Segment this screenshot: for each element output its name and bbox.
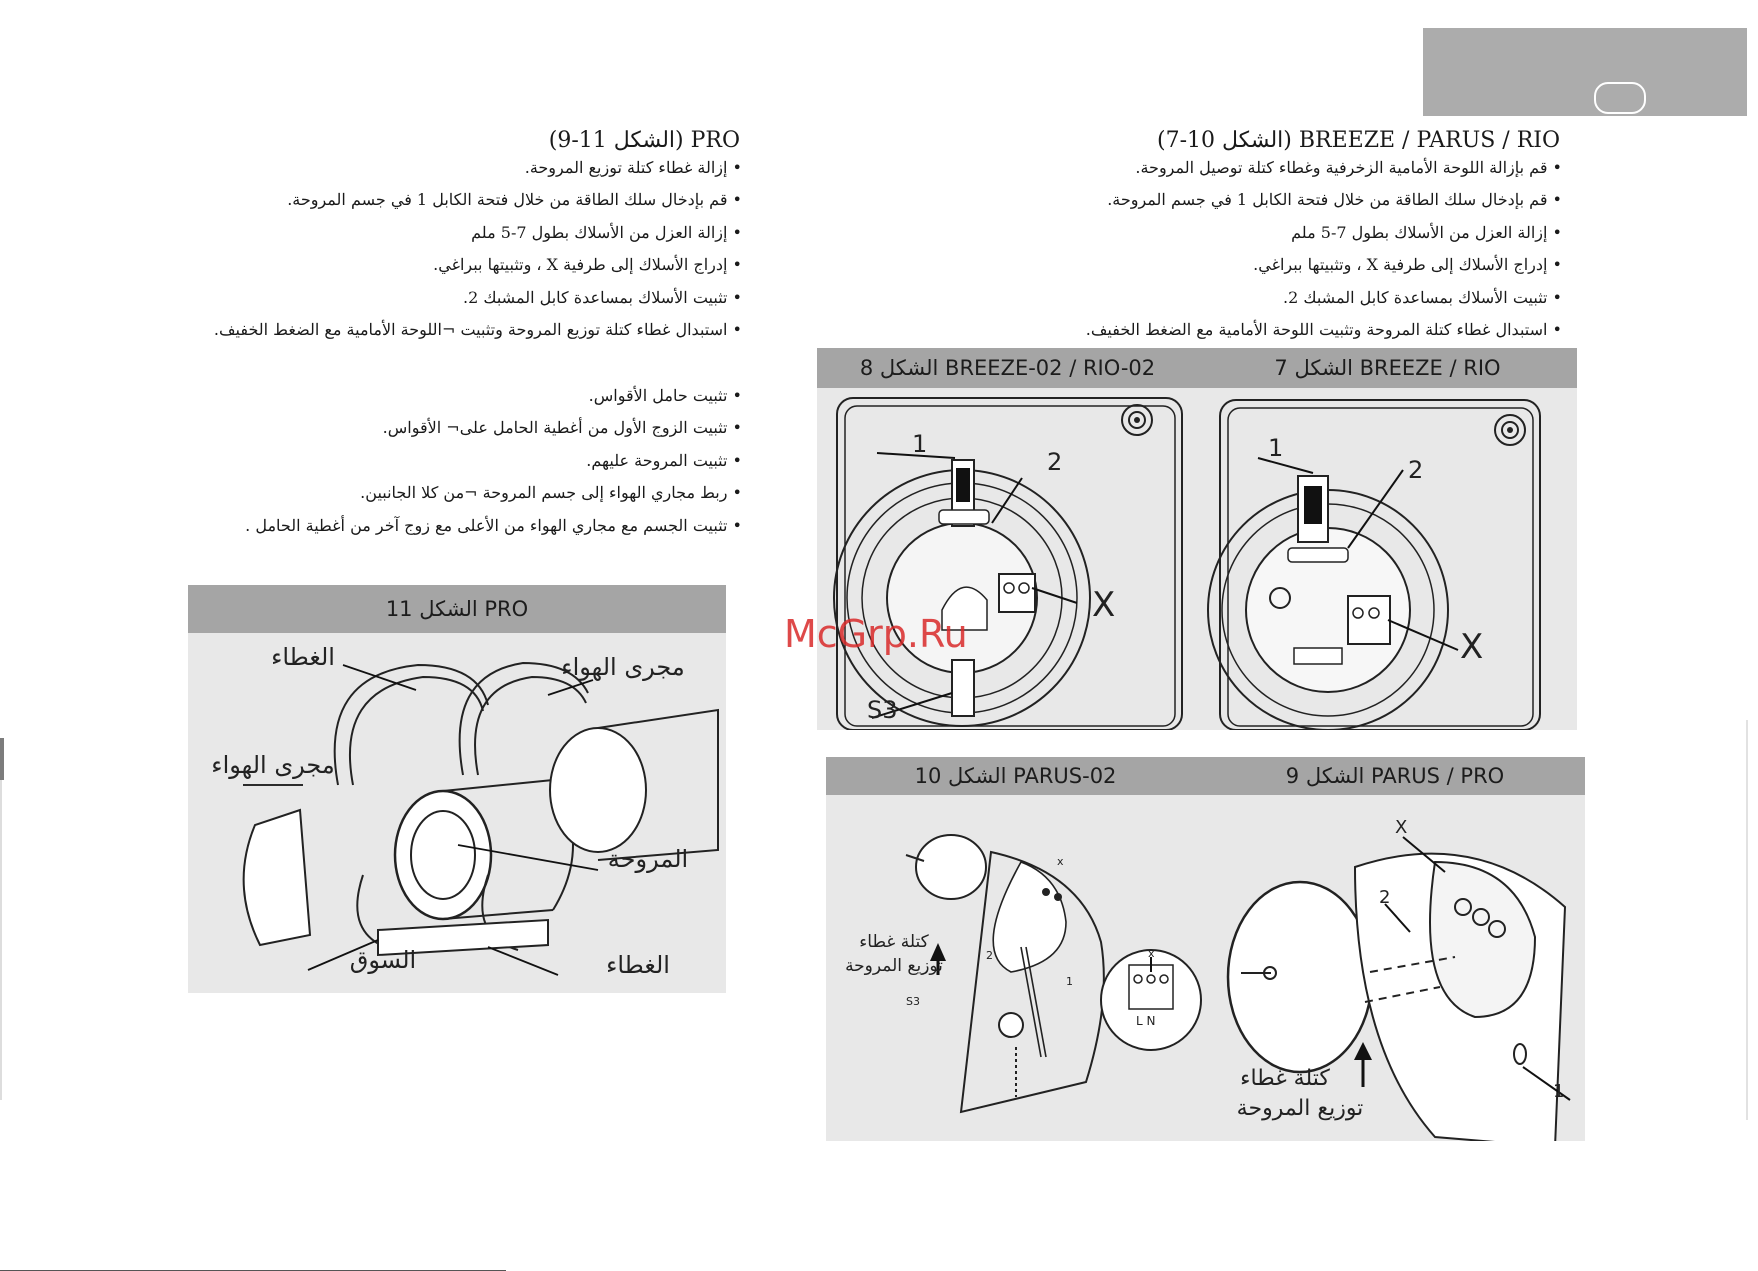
fig7-label-2: 2 xyxy=(1408,456,1424,484)
fig10-label-distribution: توزيع المروحة xyxy=(845,956,943,976)
fig9-label-2: 2 xyxy=(1379,887,1391,908)
figure-10 xyxy=(826,757,1205,1141)
list-item: • تثبيت الأسلاك بمساعدة كابل المشبك 2. xyxy=(214,282,742,314)
fig10-label-2: 2 xyxy=(986,949,993,962)
fig7-label-x: X xyxy=(1460,627,1484,667)
right-section-bullets xyxy=(1086,152,1562,346)
fig10-label-cover: كتلة غطاء xyxy=(859,932,929,952)
fan-assembly-diagram xyxy=(188,585,726,993)
list-item: • تثبيت حامل الأقواس. xyxy=(245,380,742,412)
fig11-label-fan: المروحة xyxy=(607,845,689,873)
list-item: • قم بإزالة اللوحة الأمامية الزخرفية وغطاء كتلة توصيل المروحة. xyxy=(1086,152,1562,184)
fig11-label-base: السوق xyxy=(349,946,417,974)
fig11-label-air-duct-right: مجرى الهواء xyxy=(561,653,685,681)
figure-8 xyxy=(817,348,1198,730)
list-item: • تثبيت المروحة عليهم. xyxy=(245,445,742,477)
figure-10-caption: الشكل 10 PARUS-02 xyxy=(826,757,1205,795)
list-item: • إزالة العزل من الأسلاك بطول 7-5 ملم xyxy=(214,217,742,249)
fig7-label-1: 1 xyxy=(1268,434,1284,462)
fig9-label-distribution: توزيع المروحة xyxy=(1236,1096,1364,1121)
fig10-label-ln: L N xyxy=(1136,1014,1156,1028)
list-item: • قم بإدخال سلك الطاقة من خلال فتحة الكابل 1 في جسم المروحة. xyxy=(1086,184,1562,216)
figure-9 xyxy=(1205,757,1585,1141)
fan-wiring-diagram xyxy=(826,757,1205,1141)
figure-8-caption: الشكل 8 BREEZE-02 / RIO-02 xyxy=(817,348,1198,388)
fan-wiring-diagram xyxy=(1205,757,1585,1141)
list-item: • إدراج الأسلاك إلى طرفية X ، وتثبيتها ببراغي. xyxy=(214,249,742,281)
left-section-title: PRO (الشكل 11-9) xyxy=(548,128,740,153)
fig11-label-cover-bottom: الغطاء xyxy=(606,951,670,979)
fig10-label-x2: x xyxy=(1148,947,1155,960)
fig9-label-cover: كتلة غطاء xyxy=(1240,1066,1330,1091)
left-section-bullets-a xyxy=(214,152,742,346)
figure-9-caption: الشكل 9 PARUS / PRO xyxy=(1205,757,1585,795)
fan-wiring-diagram xyxy=(817,348,1198,730)
left-section-bullets-b xyxy=(245,380,742,542)
fig10-label-s3: S3 xyxy=(906,995,920,1008)
fig11-label-air-duct-left: مجرى الهواء xyxy=(211,751,335,779)
right-section-title: BREEZE / PARUS / RIO (الشكل 10-7) xyxy=(1157,128,1560,153)
figure-7-caption: الشكل 7 BREEZE / RIO xyxy=(1198,348,1577,388)
fig8-label-x: X xyxy=(1092,585,1116,625)
list-item: • قم بإدخال سلك الطاقة من خلال فتحة الكابل 1 في جسم المروحة. xyxy=(214,184,742,216)
list-item: • تثبيت الجسم مع مجاري الهواء من الأعلى مع زوج آخر من أغطية الحامل . xyxy=(245,510,742,542)
figure-7 xyxy=(1198,348,1577,730)
list-item: • تثبيت الأسلاك بمساعدة كابل المشبك 2. xyxy=(1086,282,1562,314)
page-edge-line xyxy=(0,780,2,1100)
fig9-label-x: X xyxy=(1395,817,1408,838)
fig10-label-x: x xyxy=(1057,855,1064,868)
fig9-label-1: 1 xyxy=(1553,1081,1565,1102)
list-item: • إزالة العزل من الأسلاك بطول 7-5 ملم xyxy=(1086,217,1562,249)
list-item: • تثبيت الزوج الأول من أغطية الحامل على¬ الأقواس. xyxy=(245,412,742,444)
page-edge-line-right xyxy=(1746,720,1748,1120)
list-item: • إزالة غطاء كتلة توزيع المروحة. xyxy=(214,152,742,184)
list-item: • استبدال غطاء كتلة توزيع المروحة وتثبيت ¬اللوحة الأمامية مع الضغط الخفيف. xyxy=(214,314,742,346)
list-item: • إدراج الأسلاك إلى طرفية X ، وتثبيتها ببراغي. xyxy=(1086,249,1562,281)
page-corner-tab xyxy=(1423,28,1747,116)
fig8-label-s3: S3 xyxy=(867,696,898,724)
figure-11-caption: الشكل 11 PRO xyxy=(188,585,726,633)
figure-11 xyxy=(188,585,726,993)
fig10-label-1: 1 xyxy=(1066,975,1073,988)
fig11-label-cover-top: الغطاء xyxy=(271,643,335,671)
watermark: McGrp.Ru xyxy=(784,612,968,656)
fig8-label-1: 1 xyxy=(912,430,928,458)
page-number-pill xyxy=(1594,82,1646,114)
list-item: • ربط مجاري الهواء إلى جسم المروحة ¬من كلا الجانبين. xyxy=(245,477,742,509)
fig8-label-2: 2 xyxy=(1047,448,1063,476)
fan-wiring-diagram xyxy=(1198,348,1577,730)
list-item: • استبدال غطاء كتلة المروحة وتثبيت اللوحة الأمامية مع الضغط الخفيف. xyxy=(1086,314,1562,346)
page-edge-marker xyxy=(0,738,4,780)
